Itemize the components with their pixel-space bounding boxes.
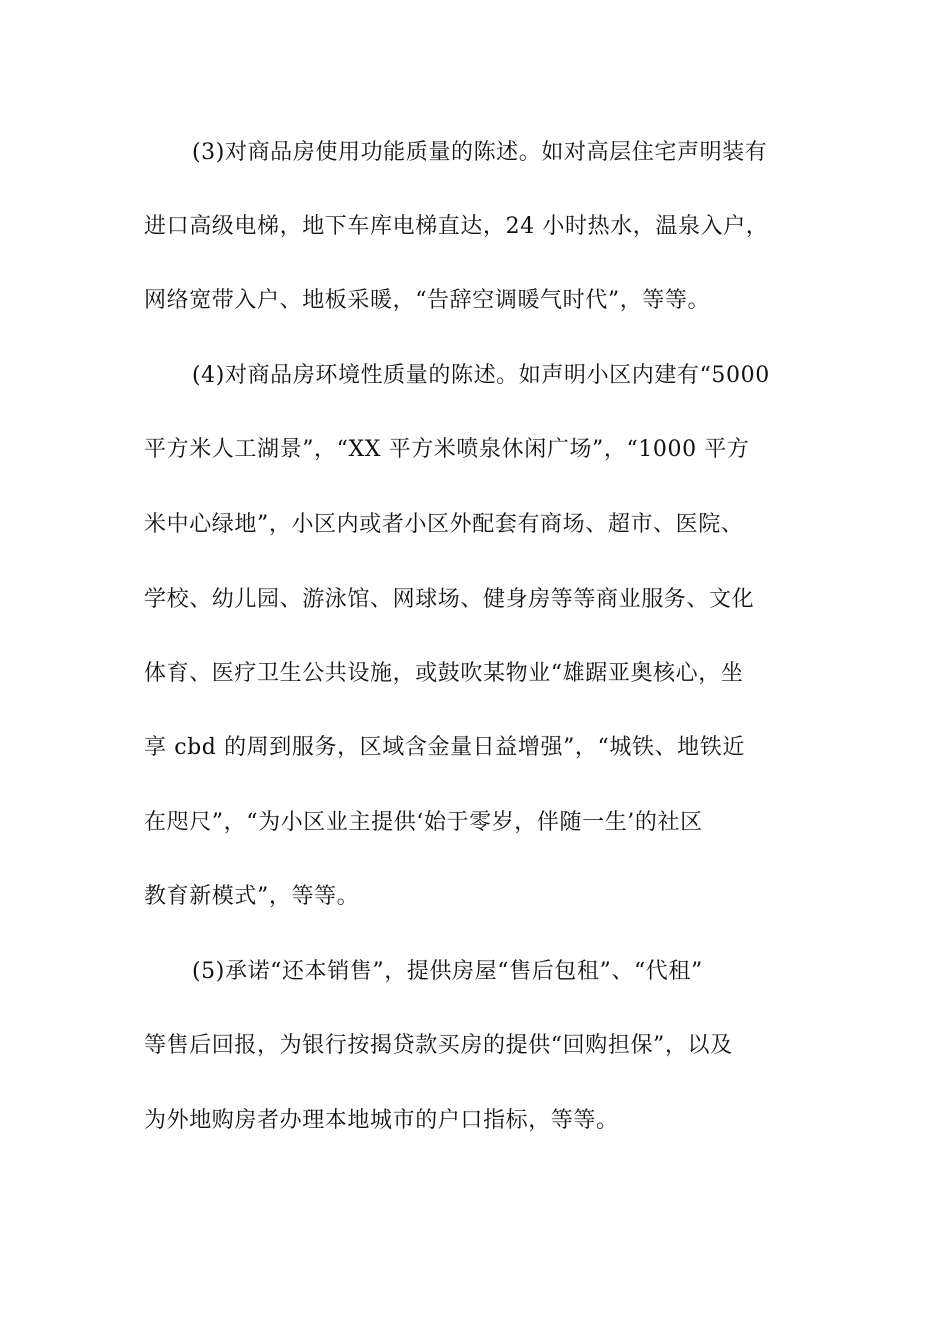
paragraph-3-line-1: (3)对商品房使用功能质量的陈述。如对高层住宅声明装有 bbox=[192, 140, 768, 165]
paragraph-5-line-1: (5)承诺“还本销售”，提供房屋“售后包租”、“代租” bbox=[192, 959, 703, 984]
paragraph-4-line-6: 享 cbd 的周到服务，区域含金量日益增强”，“城铁、地铁近 bbox=[144, 735, 745, 760]
paragraph-4-line-7: 在咫尺”，“为小区业主提供‘始于零岁，伴随一生’的社区 bbox=[144, 810, 703, 835]
paragraph-4-line-4: 学校、幼儿园、游泳馆、网球场、健身房等等商业服务、文化 bbox=[144, 587, 755, 612]
paragraph-4-line-8: 教育新模式”，等等。 bbox=[144, 884, 360, 909]
paragraph-5-line-2: 等售后回报，为银行按揭贷款买房的提供“回购担保”，以及 bbox=[144, 1033, 733, 1058]
paragraph-4-line-5: 体育、医疗卫生公共设施，或鼓吹某物业“雄踞亚奥核心，坐 bbox=[144, 661, 744, 686]
paragraph-3-line-3: 网络宽带入户、地板采暖，“告辞空调暖气时代”，等等。 bbox=[144, 288, 711, 313]
paragraph-4-line-3: 米中心绿地”，小区内或者小区外配套有商场、超市、医院、 bbox=[144, 512, 744, 537]
paragraph-3-line-2: 进口高级电梯，地下车库电梯直达，24 小时热水，温泉入户， bbox=[144, 214, 769, 239]
paragraph-4-line-1: (4)对商品房环境性质量的陈述。如声明小区内建有“5000 bbox=[192, 363, 770, 388]
paragraph-5-line-3: 为外地购房者办理本地城市的户口指标，等等。 bbox=[144, 1108, 619, 1133]
paragraph-4-line-2: 平方米人工湖景”，“XX 平方米喷泉休闲广场”，“1000 平方 bbox=[144, 437, 750, 462]
